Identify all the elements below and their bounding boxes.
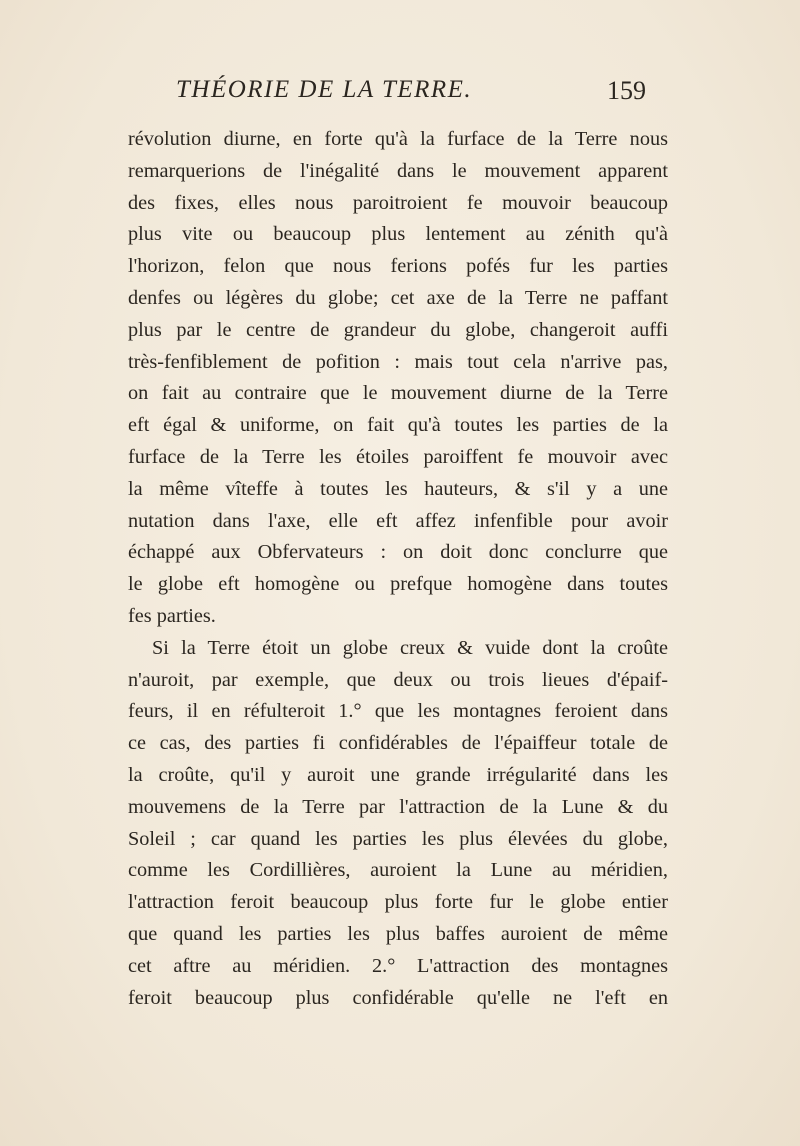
running-title: THÉORIE DE LA TERRE. xyxy=(176,76,473,103)
paragraph-start-line: Si la Terre étoit un globe creux & vuide dont la croûte xyxy=(152,636,668,659)
text-line: cet aftre au méridien. 2.° L'attraction des montagnes xyxy=(128,954,668,977)
text-line: plus vite ou beaucoup plus lentement au zénith qu'à xyxy=(128,223,668,246)
running-head xyxy=(176,76,646,116)
text-line: l'attraction feroit beaucoup plus forte fur le globe entier xyxy=(128,891,668,914)
text-line: ce cas, des parties fi confidérables de l'épaiffeur totale de xyxy=(128,732,668,755)
text-line: comme les Cordillières, auroient la Lune au méridien, xyxy=(128,859,668,882)
text-line: révolution diurne, en forte qu'à la furface de la Terre nous xyxy=(128,128,668,150)
text-line: eft égal & uniforme, on fait qu'à toutes les parties de la xyxy=(128,414,668,437)
text-line: la croûte, qu'il y auroit une grande irrégularité dans les xyxy=(128,763,668,786)
text-line: n'auroit, par exemple, que deux ou trois lieues d'épaif- xyxy=(128,668,668,691)
page-number: 159 xyxy=(607,76,646,105)
text-line: échappé aux Obfervateurs : on doit donc conclurre que xyxy=(128,541,668,564)
body-text xyxy=(128,124,668,1014)
text-line: denfes ou légères du globe; cet axe de la Terre ne paffant xyxy=(128,286,668,309)
text-line: remarquerions de l'inégalité dans le mouvement apparent xyxy=(128,159,668,182)
text-line: la même vîteffe à toutes les hauteurs, & s'il y a une xyxy=(128,477,668,500)
text-line: l'horizon, felon que nous ferions pofés fur les parties xyxy=(128,255,668,278)
text-line: feurs, il en réfulteroit 1.° que les montagnes feroient dans xyxy=(128,700,668,723)
text-line: que quand les parties les plus baffes auroient de même xyxy=(128,922,668,945)
text-line: furface de la Terre les étoiles paroiffent fe mouvoir avec xyxy=(128,445,668,468)
text-line: le globe eft homogène ou prefque homogène dans toutes xyxy=(128,573,668,596)
text-line: Soleil ; car quand les parties les plus élevées du globe, xyxy=(128,827,668,850)
text-line: des fixes, elles nous paroitroient fe mouvoir beaucoup xyxy=(128,191,668,214)
paragraph-end-line: fes parties. xyxy=(128,604,216,627)
text-line: plus par le centre de grandeur du globe, changeroit auffi xyxy=(128,318,668,341)
text-line: mouvemens de la Terre par l'attraction de la Lune & du xyxy=(128,795,668,818)
text-line: très-fenfiblement de pofition : mais tout cela n'arrive pas, xyxy=(128,350,668,373)
text-line: nutation dans l'axe, elle eft affez infenfible pour avoir xyxy=(128,509,668,532)
text-line: feroit beaucoup plus confidérable qu'elle ne l'eft en xyxy=(128,986,668,1009)
text-line: on fait au contraire que le mouvement diurne de la Terre xyxy=(128,382,668,405)
